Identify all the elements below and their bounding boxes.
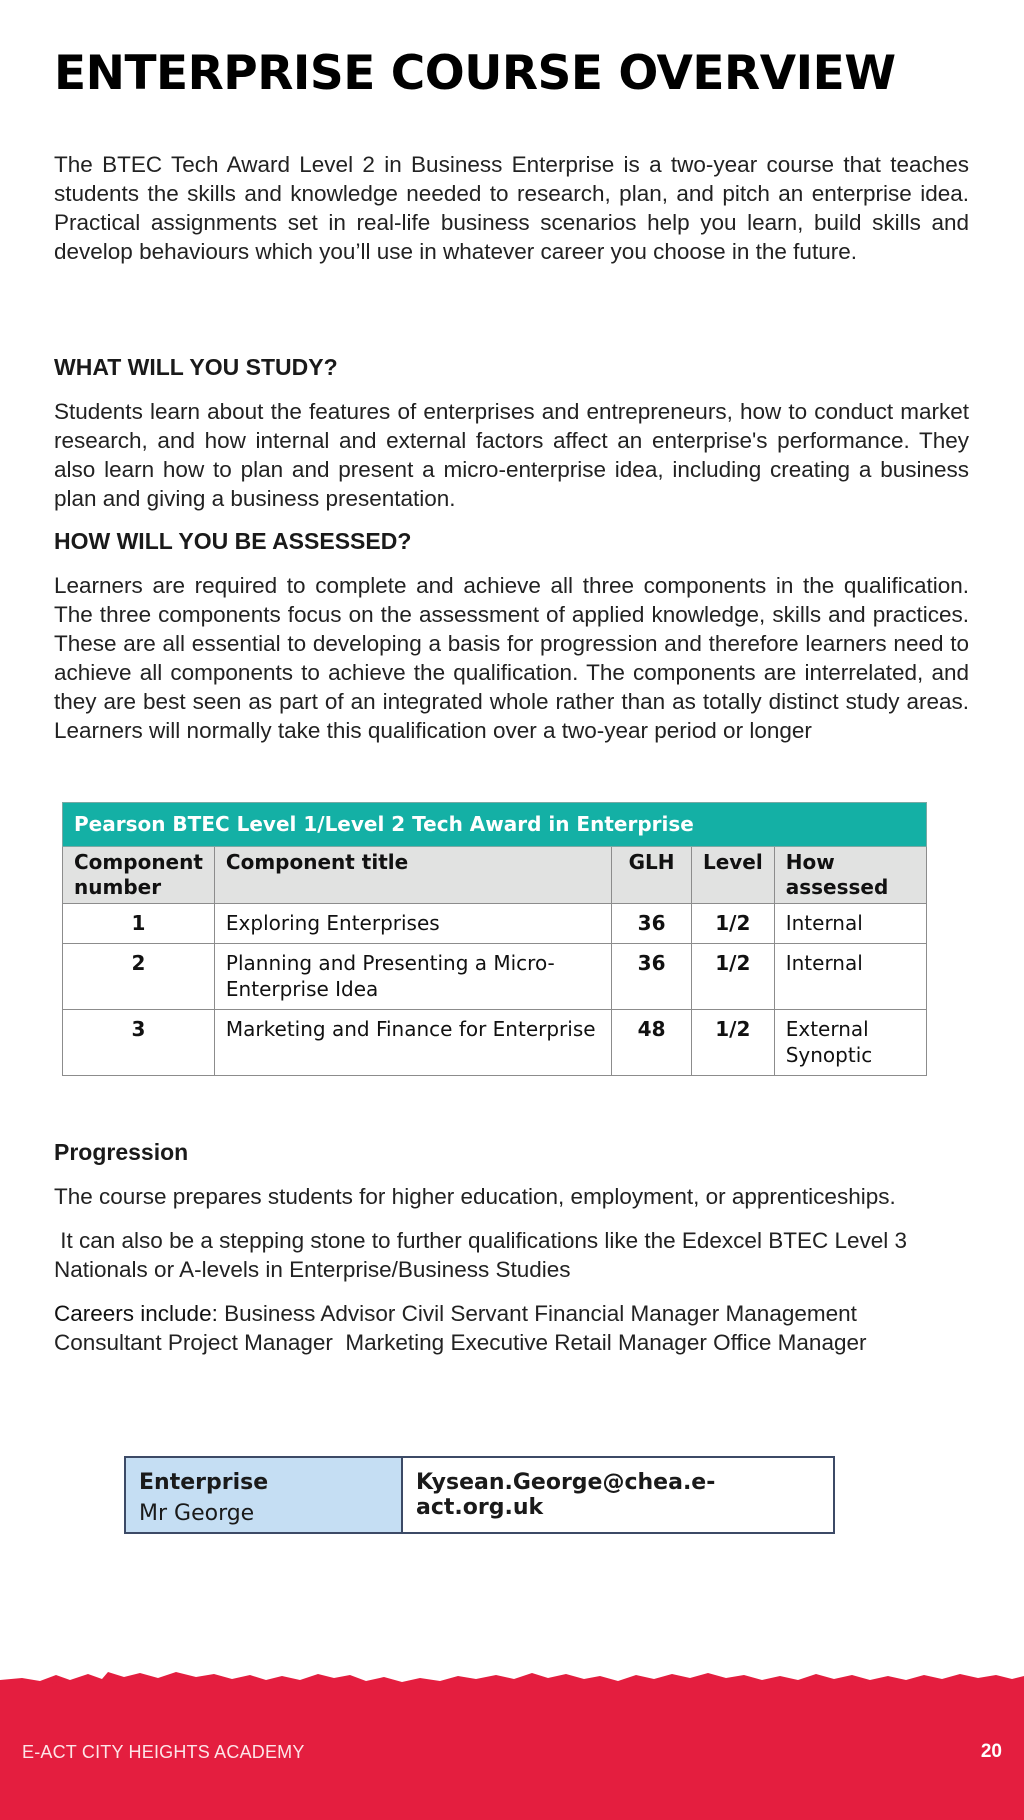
cell-component-number: 3: [63, 1010, 215, 1076]
component-table: [62, 802, 927, 1076]
cell-component-number: 1: [63, 904, 215, 944]
cell-level: 1/2: [691, 944, 774, 1010]
cell-component-number: 2: [63, 944, 215, 1010]
careers-label: Careers include:: [54, 1301, 218, 1326]
intro-paragraph: The BTEC Tech Award Level 2 in Business Enterprise is a two-year course that teaches students the skills and knowledge needed to research, plan, and pitch an enterprise idea. Practical assignments set in real-life business scenarios help you learn, build skills and develop behaviours which you’ll use in whatever career you choose in the future.: [54, 152, 969, 264]
cell-glh: 36: [612, 944, 692, 1010]
contact-subject: Enterprise: [139, 1470, 269, 1495]
cell-glh: 36: [612, 904, 692, 944]
careers-paragraph: [54, 1299, 969, 1357]
cell-component-title: Marketing and Finance for Enterprise: [214, 1010, 611, 1076]
footer-torn-band-graphic: [0, 1660, 1024, 1820]
table-caption: Pearson BTEC Level 1/Level 2 Tech Award in Enterprise: [63, 803, 927, 847]
header-level: Level: [691, 847, 774, 904]
table-row: [63, 1010, 927, 1076]
cell-level: 1/2: [691, 904, 774, 944]
header-glh: GLH: [612, 847, 692, 904]
cell-how-assessed: Internal: [774, 944, 926, 1010]
footer-school-name: E-ACT CITY HEIGHTS ACADEMY: [22, 1742, 305, 1762]
cell-component-title: Planning and Presenting a Micro-Enterprise Idea: [214, 944, 611, 1010]
table-row: [63, 944, 927, 1010]
assessment-heading: HOW WILL YOU BE ASSESSED?: [54, 528, 412, 554]
footer: [0, 1660, 1024, 1820]
study-paragraph: Students learn about the features of enterprises and entrepreneurs, how to conduct market research, and how internal and external factors affect an enterprise's performance. They also learn how to plan and present a micro-enterprise idea, including creating a business plan and giving a business presentation.: [54, 399, 969, 511]
header-component-number: Component number: [63, 847, 215, 904]
assessment-paragraph: Learners are required to complete and achieve all three components in the qualification. The three components focus on the assessment of applied knowledge, skills and practices. These are all essential to developing a basis for progression and therefore learners need to achieve all components to achieve the qualification. The components are interrelated, and they are best seen as part of an integrated whole rather than as totally distinct study areas. Learners will normally take this qualification over a two-year period or longer: [54, 573, 969, 743]
study-heading: WHAT WILL YOU STUDY?: [54, 354, 338, 380]
page-title: ENTERPRISE COURSE OVERVIEW: [54, 46, 896, 101]
contact-teacher: Mr George: [139, 1501, 255, 1526]
table-header-row: [63, 847, 927, 904]
contact-box: [124, 1456, 835, 1534]
table-row: [63, 904, 927, 944]
contact-email[interactable]: Kysean.George@chea.e-act.org.uk: [416, 1470, 716, 1520]
cell-how-assessed: Internal: [774, 904, 926, 944]
progression-paragraph: The course prepares students for higher education, employment, or apprenticeships.: [54, 1184, 896, 1209]
header-how-assessed: How assessed: [774, 847, 926, 904]
progression-heading: Progression: [54, 1139, 189, 1165]
contact-subject-cell: [126, 1458, 403, 1532]
cell-component-title: Exploring Enterprises: [214, 904, 611, 944]
footer-page-number: 20: [980, 1741, 1002, 1762]
cell-level: 1/2: [691, 1010, 774, 1076]
header-component-title: Component title: [214, 847, 611, 904]
careers-list: Business Advisor Civil Servant Financial Manager Management Consultant Project Manager Marketing Executive Retail Manager Office Manager: [54, 1301, 867, 1355]
table-caption-row: [63, 803, 927, 847]
cell-glh: 48: [612, 1010, 692, 1076]
further-qualifications-paragraph: It can also be a stepping stone to further qualifications like the Edexcel BTEC Level 3 Nationals or A-levels in Enterprise/Business Studies: [54, 1228, 914, 1282]
cell-how-assessed: External Synoptic: [774, 1010, 926, 1076]
